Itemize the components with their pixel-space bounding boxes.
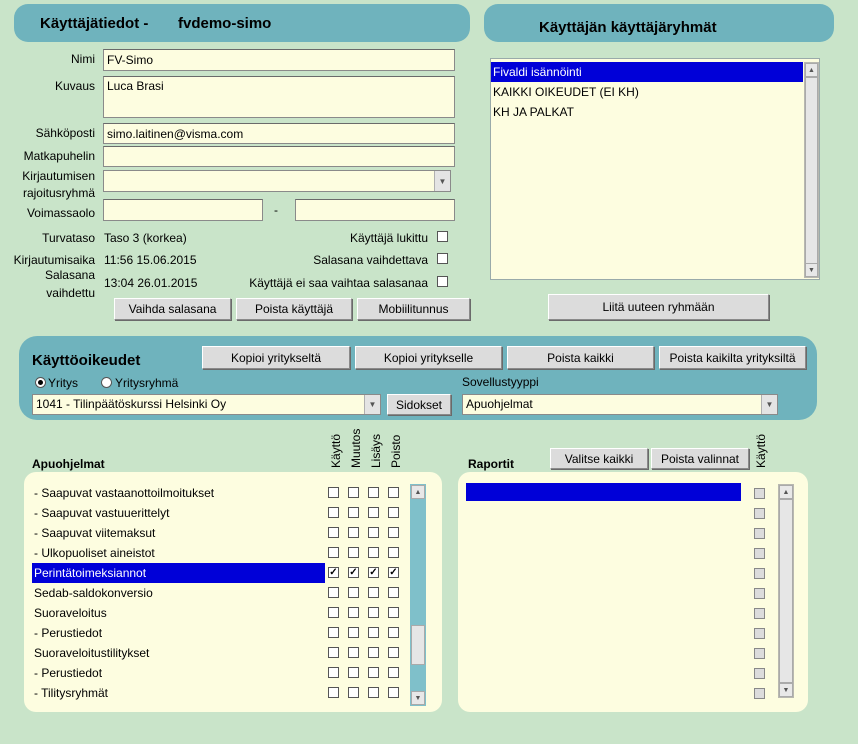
- permission-checkbox[interactable]: [388, 667, 399, 678]
- permission-checkbox[interactable]: [388, 647, 399, 658]
- description-field[interactable]: [103, 76, 455, 118]
- chevron-down-icon[interactable]: ▼: [805, 263, 818, 277]
- mobile-label: Matkapuhelin: [23, 149, 95, 163]
- report-usage-checkbox[interactable]: [754, 568, 765, 579]
- table-row[interactable]: [32, 683, 432, 703]
- check-icon: ✓: [329, 567, 338, 578]
- report-usage-checkbox[interactable]: [754, 668, 765, 679]
- chevron-down-icon[interactable]: ▼: [761, 395, 777, 414]
- table-row[interactable]: [32, 603, 432, 623]
- table-row[interactable]: [32, 643, 432, 663]
- login-group-select[interactable]: [103, 170, 451, 192]
- permission-checkbox[interactable]: [328, 527, 339, 538]
- permission-checkbox[interactable]: [368, 687, 379, 698]
- select-all-button[interactable]: Valitse kaikki: [550, 448, 648, 469]
- report-row-selected[interactable]: [466, 483, 741, 501]
- login-time-label: Kirjautumisaika: [13, 253, 95, 267]
- permission-checkbox[interactable]: [348, 567, 359, 578]
- permission-checkbox[interactable]: [348, 527, 359, 538]
- report-usage-checkbox[interactable]: [754, 628, 765, 639]
- user-info-title: Käyttäjätiedot -: [40, 15, 149, 32]
- scroll-thumb[interactable]: [779, 499, 793, 683]
- program-name: - Ulkopuoliset aineistot: [34, 546, 155, 560]
- report-usage-checkbox[interactable]: [754, 608, 765, 619]
- app-type-label: Sovellustyyppi: [462, 375, 539, 389]
- permission-checkbox[interactable]: [348, 487, 359, 498]
- pw-changeable-label: Salasana vaihdettava: [313, 253, 428, 267]
- mobile-field[interactable]: [103, 146, 455, 167]
- permission-checkbox[interactable]: [328, 587, 339, 598]
- permission-checkbox[interactable]: [348, 547, 359, 558]
- radio-company-label: Yritys: [48, 376, 78, 390]
- scroll-thumb[interactable]: [411, 625, 425, 665]
- chevron-down-icon[interactable]: ▼: [411, 691, 425, 705]
- list-item[interactable]: KH JA PALKAT: [493, 105, 574, 119]
- user-groups-list[interactable]: [490, 58, 820, 280]
- remove-selected-button[interactable]: Poista valinnat: [651, 448, 749, 469]
- chevron-up-icon[interactable]: ▲: [411, 485, 425, 499]
- report-usage-checkbox[interactable]: [754, 528, 765, 539]
- chevron-up-icon[interactable]: ▲: [779, 485, 793, 499]
- table-row[interactable]: [32, 523, 432, 543]
- pw-changed-label-line2: vaihdettu: [46, 286, 95, 300]
- permission-checkbox[interactable]: [328, 567, 339, 578]
- program-name: - Tilitysryhmät: [34, 686, 109, 700]
- column-header-modify: Muutos: [349, 428, 363, 468]
- security-level-value: Taso 3 (korkea): [104, 231, 187, 245]
- change-password-button[interactable]: Vaihda salasana: [114, 298, 231, 320]
- permission-checkbox[interactable]: [348, 607, 359, 618]
- chevron-down-icon[interactable]: ▼: [364, 395, 380, 414]
- permission-checkbox[interactable]: [388, 627, 399, 638]
- mobile-code-button[interactable]: Mobiilitunnus: [357, 298, 470, 320]
- permission-checkbox[interactable]: [388, 587, 399, 598]
- security-level-label: Turvataso: [42, 231, 95, 245]
- table-row[interactable]: [32, 623, 432, 643]
- report-usage-checkbox[interactable]: [754, 688, 765, 699]
- radio-company-group[interactable]: [101, 377, 112, 388]
- permission-checkbox[interactable]: [328, 667, 339, 678]
- login-group-label-line1: Kirjautumisen: [22, 169, 95, 183]
- report-usage-checkbox[interactable]: [754, 548, 765, 559]
- scroll-thumb[interactable]: [805, 77, 818, 265]
- table-row[interactable]: [32, 663, 432, 683]
- chevron-down-icon[interactable]: ▼: [434, 171, 450, 191]
- validity-separator: -: [274, 203, 278, 217]
- permission-checkbox[interactable]: [368, 587, 379, 598]
- pw-changeable-checkbox[interactable]: [437, 253, 448, 264]
- app-type-select[interactable]: [462, 394, 778, 415]
- copy-from-company-button[interactable]: Kopioi yritykseltä: [202, 346, 350, 369]
- delete-user-button[interactable]: Poista käyttäjä: [236, 298, 352, 320]
- program-name: - Perustiedot: [34, 666, 103, 680]
- copy-to-company-button[interactable]: Kopioi yritykselle: [355, 346, 502, 369]
- program-name: Perintätoimeksiannot: [34, 566, 147, 580]
- report-usage-checkbox[interactable]: [754, 508, 765, 519]
- pw-changed-value: 13:04 26.01.2015: [104, 276, 198, 290]
- chevron-up-icon[interactable]: ▲: [805, 63, 818, 77]
- permission-checkbox[interactable]: [388, 547, 399, 558]
- links-button[interactable]: Sidokset: [387, 394, 451, 415]
- attach-group-button[interactable]: Liitä uuteen ryhmään: [548, 294, 769, 320]
- rights-title: Käyttöoikeudet: [32, 352, 141, 369]
- email-label: Sähköposti: [35, 126, 95, 140]
- programs-title: Apuohjelmat: [32, 457, 105, 471]
- permission-checkbox[interactable]: [328, 687, 339, 698]
- permission-checkbox[interactable]: [368, 647, 379, 658]
- permission-checkbox[interactable]: [388, 567, 399, 578]
- reports-title: Raportit: [468, 457, 514, 471]
- permission-checkbox[interactable]: [328, 507, 339, 518]
- program-name: Suoraveloitus: [34, 606, 107, 620]
- program-name: Sedab-saldokonversio: [34, 586, 153, 600]
- company-value: 1041 - Tilinpäätöskurssi Helsinki Oy: [36, 397, 227, 411]
- radio-company[interactable]: [35, 377, 46, 388]
- permission-checkbox[interactable]: [368, 627, 379, 638]
- delete-all-companies-button[interactable]: Poista kaikilta yrityksiltä: [659, 346, 806, 369]
- check-icon: ✓: [389, 567, 398, 578]
- report-usage-checkbox[interactable]: [754, 488, 765, 499]
- permission-checkbox[interactable]: [368, 667, 379, 678]
- description-label: Kuvaus: [54, 79, 95, 93]
- permission-checkbox[interactable]: [388, 527, 399, 538]
- permission-checkbox[interactable]: [348, 627, 359, 638]
- reports-scrollbar[interactable]: [778, 484, 794, 698]
- permission-checkbox[interactable]: [328, 607, 339, 618]
- login-time-value: 11:56 15.06.2015: [104, 253, 197, 267]
- report-usage-checkbox[interactable]: [754, 588, 765, 599]
- user-locked-label: Käyttäjä lukittu: [349, 231, 428, 245]
- reports-panel: [458, 472, 808, 712]
- permission-checkbox[interactable]: [328, 547, 339, 558]
- programs-panel: [24, 472, 442, 712]
- report-usage-checkbox[interactable]: [754, 648, 765, 659]
- permission-checkbox[interactable]: [368, 507, 379, 518]
- permission-checkbox[interactable]: [368, 547, 379, 558]
- permission-checkbox[interactable]: [388, 687, 399, 698]
- name-field[interactable]: [103, 49, 455, 71]
- permission-checkbox[interactable]: [368, 527, 379, 538]
- permission-checkbox[interactable]: [328, 487, 339, 498]
- name-label: Nimi: [71, 52, 95, 66]
- permission-checkbox[interactable]: [348, 647, 359, 658]
- pw-changed-label: [45, 269, 95, 300]
- permission-checkbox[interactable]: [368, 567, 379, 578]
- program-name: Suoraveloitustilitykset: [34, 646, 150, 660]
- reports-column-usage: Käyttö: [754, 433, 768, 468]
- permission-checkbox[interactable]: [328, 627, 339, 638]
- table-row[interactable]: [32, 483, 432, 503]
- reports-rows: [754, 484, 774, 706]
- program-name: - Perustiedot: [34, 626, 103, 640]
- user-locked-checkbox[interactable]: [437, 231, 448, 242]
- validity-to-field[interactable]: [295, 199, 455, 221]
- validity-label: Voimassaolo: [26, 206, 95, 220]
- programs-scrollbar[interactable]: [410, 484, 426, 706]
- table-row[interactable]: [32, 583, 432, 603]
- program-name: - Saapuvat vastuuerittelyt: [34, 506, 170, 520]
- column-header-usage: Käyttö: [329, 433, 343, 468]
- permission-checkbox[interactable]: [388, 487, 399, 498]
- programs-rows: [32, 483, 432, 705]
- program-name: - Saapuvat viitemaksut: [34, 526, 156, 540]
- permission-checkbox[interactable]: [348, 507, 359, 518]
- pw-no-change-checkbox[interactable]: [437, 276, 448, 287]
- check-icon: ✓: [369, 567, 378, 578]
- chevron-down-icon[interactable]: ▼: [779, 683, 793, 697]
- program-name: - Saapuvat vastaanottoilmoitukset: [34, 486, 215, 500]
- permission-checkbox[interactable]: [348, 587, 359, 598]
- list-item[interactable]: Fivaldi isännöinti: [491, 62, 803, 82]
- permission-checkbox[interactable]: [388, 607, 399, 618]
- email-field[interactable]: [103, 123, 455, 144]
- permission-checkbox[interactable]: [328, 647, 339, 658]
- permission-checkbox[interactable]: [368, 487, 379, 498]
- pw-no-change-label: Käyttäjä ei saa vaihtaa salasanaa: [249, 276, 428, 290]
- user-info-username-label: fvdemo-simo: [178, 15, 272, 32]
- permission-checkbox[interactable]: [388, 507, 399, 518]
- permission-checkbox[interactable]: [348, 687, 359, 698]
- app-type-value: Apuohjelmat: [466, 397, 533, 411]
- user-groups-title: Käyttäjän käyttäjäryhmät: [539, 19, 717, 36]
- list-item[interactable]: KAIKKI OIKEUDET (EI KH): [493, 85, 639, 99]
- pw-changed-label-line1: Salasana: [44, 268, 95, 282]
- table-row[interactable]: [32, 543, 432, 563]
- permission-checkbox[interactable]: [368, 607, 379, 618]
- user-groups-scrollbar[interactable]: [804, 62, 819, 278]
- column-header-delete: Poisto: [389, 434, 403, 468]
- check-icon: ✓: [349, 567, 358, 578]
- permission-checkbox[interactable]: [348, 667, 359, 678]
- login-group-label: [22, 170, 95, 200]
- login-group-label-line2: rajoitusryhmä: [22, 186, 95, 200]
- column-header-add: Lisäys: [369, 433, 383, 468]
- table-row[interactable]: [32, 503, 432, 523]
- radio-company-group-label: Yritysryhmä: [115, 376, 179, 390]
- table-row[interactable]: [32, 563, 432, 583]
- validity-from-field[interactable]: [103, 199, 263, 221]
- delete-all-button[interactable]: Poista kaikki: [507, 346, 654, 369]
- company-select[interactable]: [32, 394, 381, 415]
